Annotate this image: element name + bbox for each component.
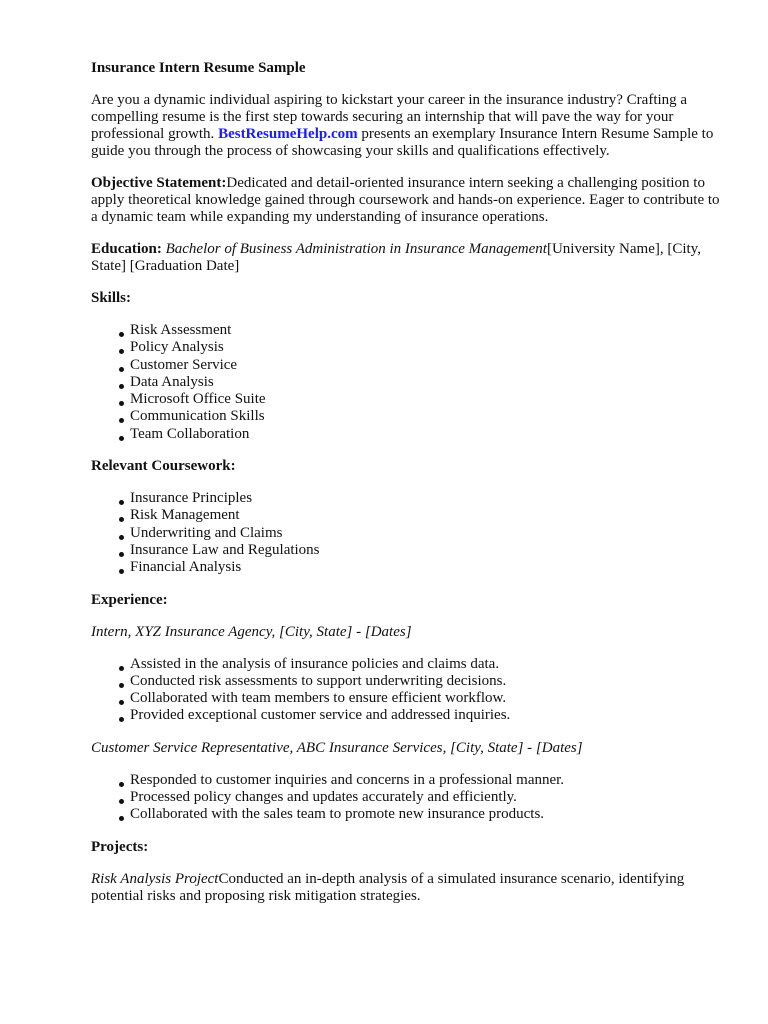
list-item: Processed policy changes and updates accurately and efficiently. <box>119 789 728 806</box>
list-item: Insurance Principles <box>119 490 728 507</box>
list-item: Team Collaboration <box>119 426 728 443</box>
skills-heading: Skills: <box>91 290 132 306</box>
education-label: Education: <box>91 241 162 257</box>
list-item: Assisted in the analysis of insurance policies and claims data. <box>119 656 728 673</box>
list-item: Provided exceptional customer service and addressed inquiries. <box>119 707 728 724</box>
list-item: Data Analysis <box>119 374 728 391</box>
list-item: Insurance Law and Regulations <box>119 542 728 559</box>
education-degree: Bachelor of Business Administration in Insurance Management <box>165 241 547 257</box>
project-text: Conducted an in-depth analysis of a simulated insurance scenario, identifying potential risks and proposing risk mitigation strategies. <box>91 870 685 904</box>
list-item: Microsoft Office Suite <box>119 391 728 408</box>
experience-heading: Experience: <box>91 591 168 608</box>
coursework-heading: Relevant Coursework: <box>91 458 236 475</box>
list-item: Risk Assessment <box>119 322 728 339</box>
intro-paragraph <box>91 92 728 160</box>
job-duties-list <box>91 656 728 725</box>
list-item: Underwriting and Claims <box>119 525 728 542</box>
objective-paragraph <box>91 175 728 226</box>
objective-text: Dedicated and detail-oriented insurance intern seeking a challenging position to apply theoretical knowledge gained through coursework and hands-on experience. Eager to contribute to a dynamic team while expanding my understanding of insurance operations. <box>91 175 720 225</box>
list-item: Collaborated with team members to ensure efficient workflow. <box>119 690 728 707</box>
list-item: Policy Analysis <box>119 339 728 356</box>
job-title: Intern, XYZ Insurance Agency, [City, State] - [Dates] <box>91 623 412 640</box>
job-duties-list <box>91 772 728 824</box>
skills-list <box>91 322 728 443</box>
coursework-list <box>91 490 728 576</box>
project-name: Risk Analysis Project <box>91 870 219 887</box>
list-item: Communication Skills <box>119 408 728 425</box>
education-paragraph <box>91 241 728 275</box>
list-item: Collaborated with the sales team to promote new insurance products. <box>119 806 728 823</box>
objective-label: Objective Statement: <box>91 175 227 191</box>
list-item: Responded to customer inquiries and concerns in a professional manner. <box>119 772 728 789</box>
intro-text-after-link: presents an exemplary Insurance Intern Resume Sample to guide you through the process of showcasing your skills and qualifications effectively. <box>91 126 714 159</box>
list-item: Financial Analysis <box>119 559 728 576</box>
document-title: Insurance Intern Resume Sample <box>91 60 306 76</box>
project-paragraph <box>91 871 728 905</box>
list-item: Risk Management <box>119 507 728 524</box>
job-title: Customer Service Representative, ABC Insurance Services, [City, State] - [Dates] <box>91 739 583 756</box>
list-item: Conducted risk assessments to support underwriting decisions. <box>119 673 728 690</box>
best-resume-help-link[interactable]: BestResumeHelp.com <box>218 126 358 142</box>
list-item: Customer Service <box>119 357 728 374</box>
education-details: [University Name], [City, State] [Graduation Date] <box>91 241 701 274</box>
projects-heading: Projects: <box>91 838 149 855</box>
intro-text-before-link: Are you a dynamic individual aspiring to kickstart your career in the insurance industry? Crafting a compelling resume is the first step towards securing an internship that will pave the way for your professional growth. <box>91 92 688 142</box>
